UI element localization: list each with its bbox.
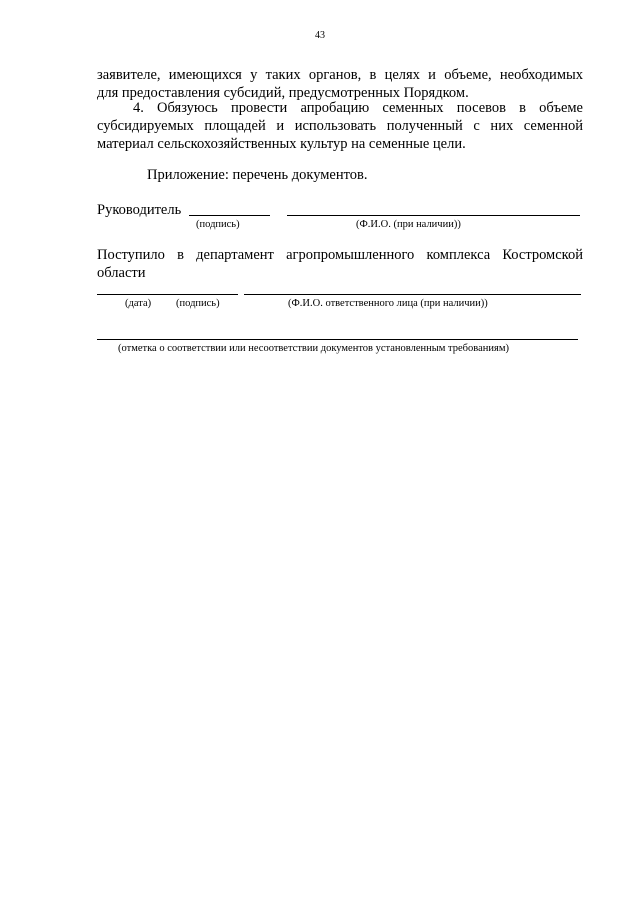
paragraph-consent-continuation [97,66,583,102]
head-name-caption: (Ф.И.О. (при наличии)) [356,219,461,230]
received-signature-caption: (подпись) [176,298,220,309]
text-line: заявителе, имеющихся у таких органов, в целях и объеме, необходимых [97,67,583,83]
attachment-note: Приложение: перечень документов. [147,167,368,183]
text-line: субсидируемых площадей и использовать полученный с них семенной [97,118,583,134]
head-signature-caption: (подпись) [196,219,240,230]
text-line: материал сельскохозяйственных культур на семенные цели. [97,136,466,152]
received-date-signature-line[interactable] [97,294,238,295]
page-number: 43 [315,30,325,41]
text-line: для предоставления субсидий, предусмотренных Порядком. [97,85,469,101]
received-name-caption: (Ф.И.О. ответственного лица (при наличии)) [288,298,488,309]
text-line: Поступило в департамент агропромышленного комплекса Костромской [97,247,583,263]
head-name-line[interactable] [287,215,580,216]
paragraph-obligation [97,99,583,153]
received-date-caption: (дата) [125,298,152,309]
text-line: 4. Обязуюсь провести апробацию семенных посевов в объеме [133,100,583,116]
text-line: области [97,265,146,281]
compliance-caption: (отметка о соответствии или несоответствии документов установленным требованиям) [118,343,509,354]
received-name-line[interactable] [244,294,581,295]
received-statement [97,246,583,282]
compliance-mark-line[interactable] [97,339,578,340]
head-signature-label: Руководитель [97,202,182,218]
head-signature-line[interactable] [189,215,270,216]
